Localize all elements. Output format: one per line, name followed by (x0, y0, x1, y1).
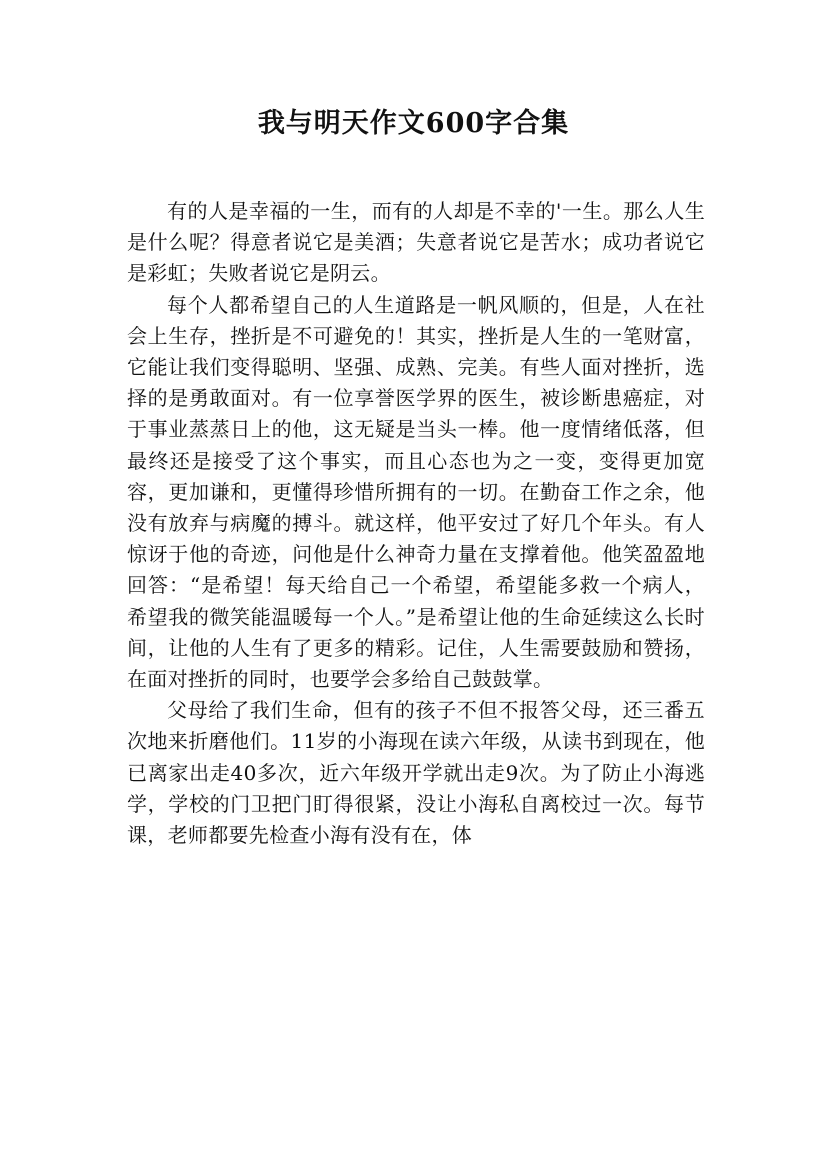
paragraph-1: 有的人是幸福的一生，而有的人却是不幸的'一生。那么人生是什么呢？得意者说它是美酒；失意者说它是苦水；成功者说它是彩虹；失败者说它是阴云。 (127, 199, 705, 286)
paragraph-3: 父母给了我们生命，但有的孩子不但不报答父母，还三番五次地来折磨他们。11岁的小海现在读六年级，从读书到现在，他已离家出走40多次，近六年级开学就出走9次。为了防止小海逃学，学校的门卫把门盯得很紧，没让小海私自离校过一次。每节课，老师都要先检查小海有没有在，体 (127, 698, 705, 848)
document-title: 我与明天作文600字合集 (257, 108, 570, 139)
document-body (127, 196, 705, 851)
paragraph-2: 每个人都希望自己的人生道路是一帆风顺的，但是，人在社会上生存，挫折是不可避免的！其实，挫折是人生的一笔财富，它能让我们变得聪明、坚强、成熟、完美。有些人面对挫折，选择的是勇敢面对。有一位享誉医学界的医生，被诊断患癌症，对于事业蒸蒸日上的他，这无疑是当头一棒。他一度情绪低落，但最终还是接受了这个事实，而且心态也为之一变，变得更加宽容，更加谦和，更懂得珍惜所拥有的一切。在勤奋工作之余，他没有放弃与病魔的搏斗。就这样，他平安过了好几个年头。有人惊讶于他的奇迹，问他是什么神奇力量在支撑着他。他笑盈盈地回答：“是希望！每天给自己一个希望，希望能多救一个病人，希望我的微笑能温暖每一个人。”是希望让他的生命延续这么长时间，让他的人生有了更多的精彩。记住，人生需要鼓励和赞扬，在面对挫折的同时，也要学会多给自己鼓鼓掌。 (127, 292, 705, 692)
